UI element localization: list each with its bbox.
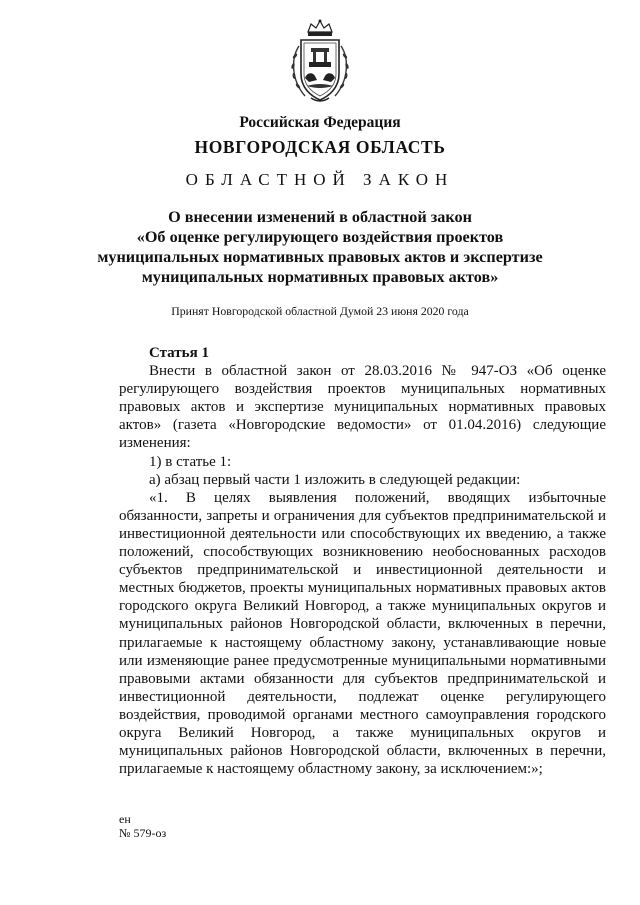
federation-heading: Российская Федерация — [239, 114, 401, 131]
law-title-line: О внесении изменений в областной закон — [168, 208, 472, 226]
novgorod-coat-of-arms-icon — [287, 18, 353, 104]
article-intro: Внести в областной закон от 28.03.2016 № 947-ОЗ «Об оценке регулирующего воздействия проектов муниципальных нормативных правовых актов и экспертизе муниципальных нормативных правовых актов» (газета «Новгородские ведомости» от 01.04.2016) следующие изменения: — [119, 363, 606, 452]
region-heading: НОВГОРОДСКАЯ ОБЛАСТЬ — [194, 137, 446, 157]
adoption-note: Принят Новгородской областной Думой 23 июня 2020 года — [171, 304, 469, 318]
article-subitem: а) абзац первый части 1 изложить в следующей редакции: — [149, 471, 521, 488]
footer — [119, 812, 166, 840]
document-number: № 579-оз — [119, 826, 167, 840]
law-title-line: муниципальных нормативных правовых актов и экспертизе — [97, 248, 543, 266]
law-title — [0, 207, 640, 287]
footer-initials: ен — [119, 812, 131, 826]
article-title: Статья 1 — [149, 345, 209, 361]
law-title-line: муниципальных нормативных правовых актов» — [141, 268, 499, 286]
quoted-text: «1. В целях выявления положений, вводящих избыточные обязанности, запреты и ограничения для субъектов предпринимательской и инвестиционной деятельности или способствующих их введению, а также положений, способствующих возникновению необоснованных расходов субъектов предпринимательской и инвестиционной деятельности и местных бюджетов, проекты муниципальных нормативных правовых актов городского округа Великий Новгород, а также муниципальных округов и муниципальных районов Новгородской области, включенных в перечни, прилагаемые к настоящему областному закону, устанавливающие новые или изменяющие ранее предусмотренные муниципальными нормативными правовыми актами обязанности для субъектов предпринимательской и инвестиционной деятельности, подлежат оценке регулирующего воздействия, проводимой органами местного самоуправления городского округа Великий Новгород, а также муниципальных округов и муниципальных районов Новгородской области, включенных в перечни, прилагаемые к настоящему областному закону, за исключением:»; — [119, 489, 606, 778]
law-type-heading: ОБЛАСТНОЙ ЗАКОН — [185, 170, 455, 189]
article-item: 1) в статье 1: — [149, 453, 232, 470]
law-body — [119, 344, 606, 778]
law-title-line: «Об оценке регулирующего воздействия проектов — [136, 228, 504, 246]
